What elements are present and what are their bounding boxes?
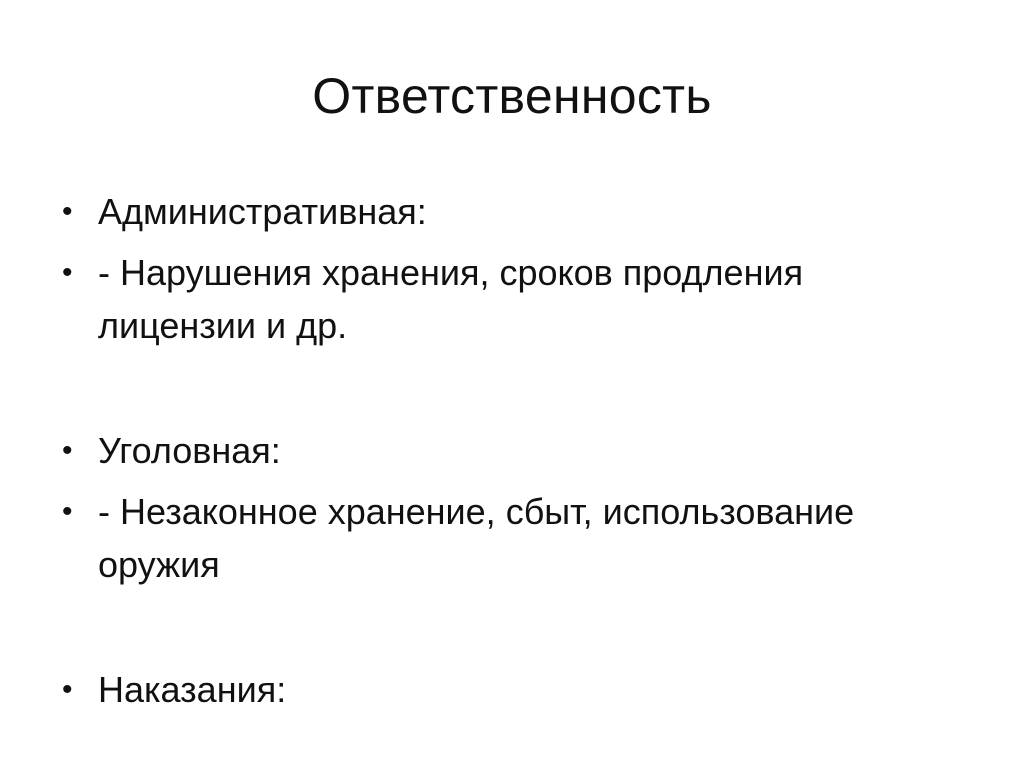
bullet-item-punishments — [62, 663, 962, 716]
bullet-text: Наказания: — [98, 669, 287, 710]
bullet-text: Уголовная: — [98, 430, 281, 471]
bullet-marker-icon: • — [62, 195, 73, 228]
bullet-list — [62, 185, 962, 724]
bullet-item-criminal — [62, 424, 962, 477]
bullet-marker-icon: • — [62, 495, 73, 528]
bullet-item-criminal-details — [62, 485, 962, 591]
bullet-text: - Незаконное хранение, сбыт, использование оружия — [98, 491, 855, 585]
slide-title: Ответственность — [312, 68, 712, 124]
bullet-item-administrative — [62, 185, 962, 238]
bullet-marker-icon: • — [62, 256, 73, 289]
bullet-text: Административная: — [98, 191, 427, 232]
bullet-text: - Нарушения хранения, сроков продления лицензии и др. — [98, 252, 804, 346]
bullet-item-administrative-details — [62, 246, 962, 352]
bullet-marker-icon: • — [62, 673, 73, 706]
bullet-marker-icon: • — [62, 434, 73, 467]
